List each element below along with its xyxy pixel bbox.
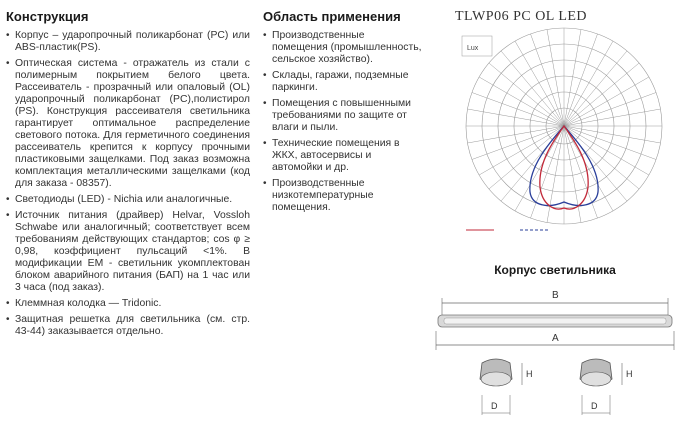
application-heading: Область применения — [263, 9, 401, 24]
list-item: • Светодиоды (LED) - Nichia или аналогичные. — [6, 194, 250, 206]
end-view-right — [580, 359, 633, 415]
construction-section — [6, 0, 250, 342]
construction-heading: Конструкция — [6, 9, 89, 24]
list-item: • Защитная решетка для светильника (см. стр. 43-44) заказывается отдельно. — [6, 314, 250, 338]
housing-heading: Корпус светильника — [494, 263, 616, 277]
unit-label: Lux — [467, 45, 479, 52]
list-item: • Склады, гаражи, подземные паркинги. — [263, 70, 423, 94]
construction-list — [6, 30, 250, 338]
application-list — [263, 30, 423, 214]
list-item: • Корпус – ударопрочный поликарбонат (PC) или ABS-пластик(PS). — [6, 30, 250, 54]
dim-h1-label: H — [526, 369, 533, 379]
list-item: • Клеммная колодка — Tridonic. — [6, 298, 250, 310]
diagram-title: TLWP06 PC OL LED — [455, 9, 588, 24]
dim-d1-label: D — [491, 401, 498, 411]
list-item: • Производственные помещения (промышленность, сельское хозяйство). — [263, 30, 423, 66]
list-item: • Производственные низкотемпературные помещения. — [263, 178, 423, 214]
housing-drawing — [430, 255, 680, 436]
polar-diagram — [450, 2, 678, 234]
application-section — [263, 0, 423, 218]
list-item: • Источник питания (драйвер) Helvar, Vossloh Schwabe или аналогичный; соответствует всем требованиям действующих стандартов; cos φ ≥ 0,98, коэффициент пульсаций <1%. В модификации EM - светильник укомплектован блоком аварийного питания (БАП) на 1 час или 3 часа (под заказ). — [6, 210, 250, 294]
dim-b-label: B — [552, 290, 559, 301]
end-view-left — [480, 359, 533, 415]
list-item: • Оптическая система - отражатель из стали с полимерным покрытием белого цвета. Рассеиватель - прозрачный или опаловый (OL) ударопрочный поликарбонат (PC),полистирол (PS). Конструкция рассеивателя светильника гарантирует оптимальное распределение светового потока. Для герметичного соединения рассеиватель крепится к корпусу прочными пластиковыми защелками. Под заказ возможна комплектация металлическими защелками (код для заказа - 08357). — [6, 58, 250, 190]
list-item: • Помещения с повышенными требованиями по защите от влаги и пыли. — [263, 98, 423, 134]
dim-d2-label: D — [591, 401, 598, 411]
dim-h2-label: H — [626, 369, 633, 379]
list-item: • Технические помещения в ЖКХ, автосервисы и автомойки и др. — [263, 138, 423, 174]
dim-a-label: A — [552, 333, 559, 344]
